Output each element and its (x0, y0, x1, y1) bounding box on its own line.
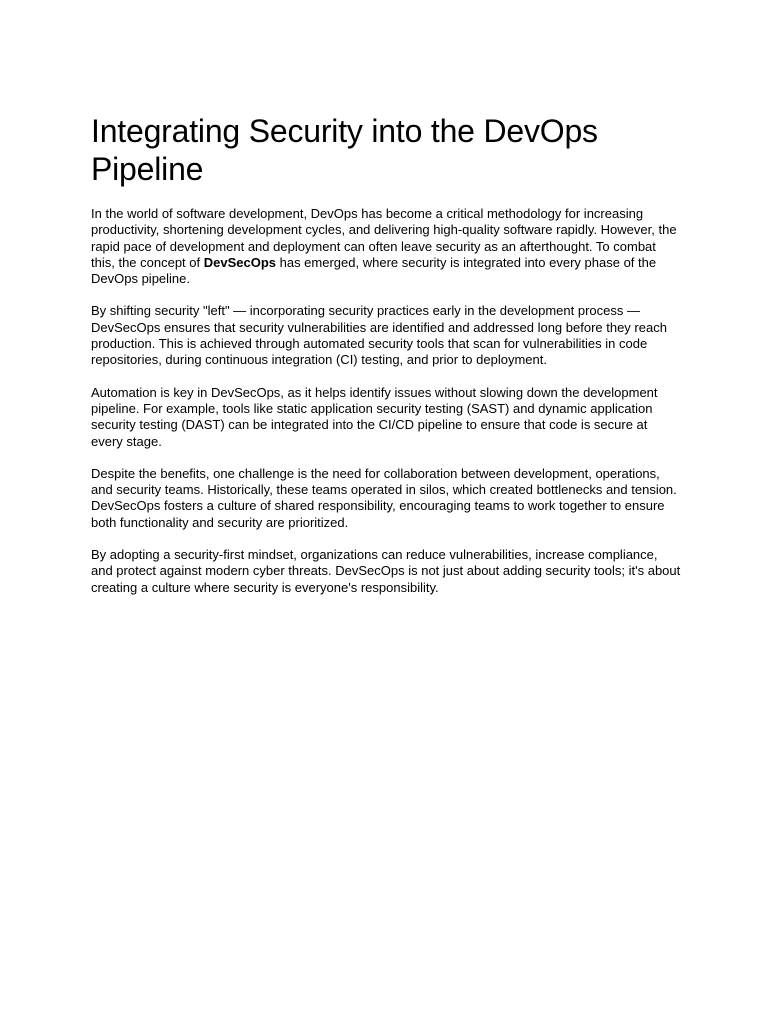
document-content (91, 112, 681, 612)
devsecops-bold-term: DevSecOps (203, 254, 276, 270)
paragraph-shift-left: By shifting security "left" — incorporating security practices early in the development process — DevSecOps ensures that security vulnerabilities are identified and addressed long before they reach production. This is achieved through automated security tools that scan for vulnerabilities in code repositories, during continuous integration (CI) testing, and prior to deployment. (91, 303, 667, 368)
document-title: Integrating Security into the DevOps Pipeline (91, 113, 598, 187)
paragraph-collaboration: Despite the benefits, one challenge is the need for collaboration between development, operations, and security teams. Historically, these teams operated in silos, which created bottlenecks and tension. DevSecOps fosters a culture of shared responsibility, encouraging teams to work together to ensure both functionality and security are prioritized. (91, 465, 677, 530)
paragraph-intro-text-before: In the world of software development, DevOps has become a critical methodology for increasing productivity, shortening development cycles, and delivering high-quality software rapidly. However, the rapid pace of development and deployment can often leave security as an afterthought. To combat this, the concept of (91, 206, 677, 270)
paragraph-automation: Automation is key in DevSecOps, as it helps identify issues without slowing down the development pipeline. For example, tools like static application security testing (SAST) and dynamic application security testing (DAST) can be integrated into the CI/CD pipeline to ensure that code is secure at every stage. (91, 384, 658, 449)
paragraph-intro (91, 206, 681, 287)
paragraph-conclusion: By adopting a security-first mindset, organizations can reduce vulnerabilities, increase compliance, and protect against modern cyber threats. DevSecOps is not just about adding security tools; it's about creating a culture where security is everyone's responsibility. (91, 547, 681, 595)
paragraph-intro-text-after: has emerged, where security is integrated into every phase of the DevOps pipeline. (91, 254, 657, 287)
